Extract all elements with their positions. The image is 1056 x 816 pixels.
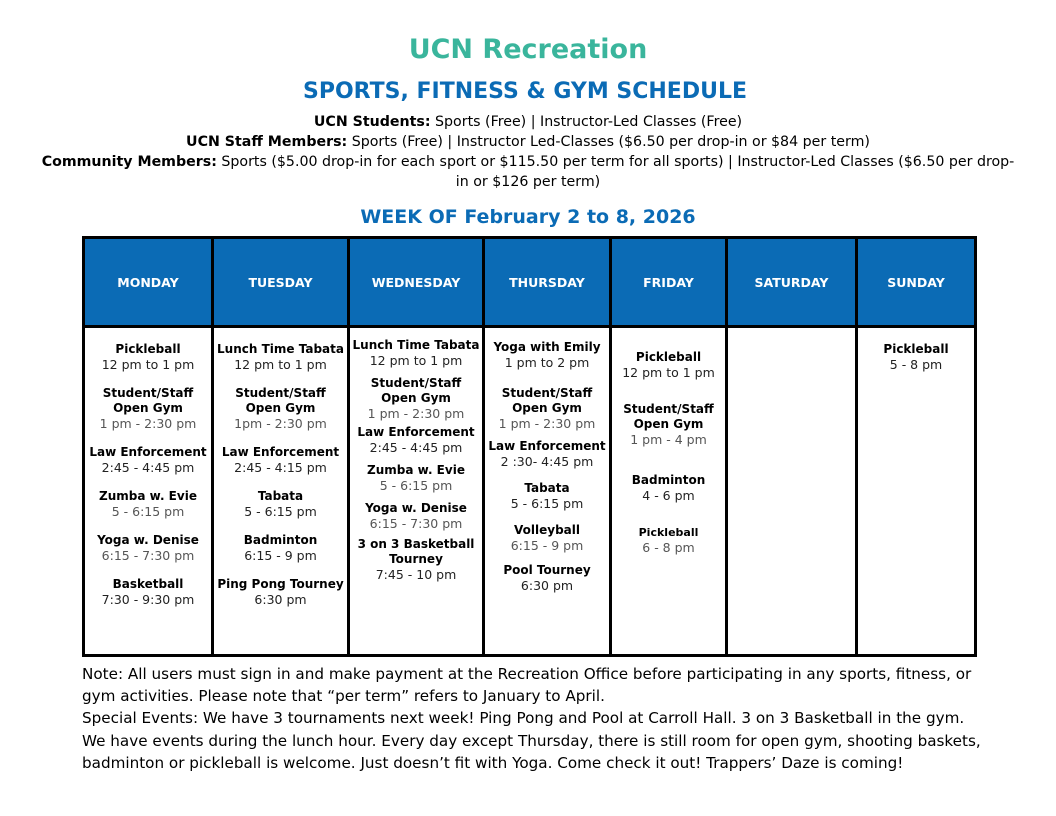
event: Zumba w. Evie 5 - 6:15 pm [367, 463, 465, 493]
event: Law Enforcement 2:45 - 4:45 pm [89, 445, 207, 475]
event: Pickleball 5 - 8 pm [883, 342, 949, 372]
event: Lunch Time Tabata 12 pm to 1 pm [352, 338, 480, 368]
note-payment: Note: All users must sign in and make payment at the Recreation Office before participating in any sports, fitness, or gym activities. Please note that “per term” refers to January to April. [82, 665, 972, 706]
schedule-row [84, 327, 976, 656]
event: Tabata 5 - 6:15 pm [244, 489, 317, 519]
day-cell-wednesday [349, 327, 484, 656]
event: Student/Staff Open Gym 1 pm - 2:30 pm [367, 376, 465, 421]
notes [82, 663, 982, 774]
schedule-subtitle: SPORTS, FITNESS & GYM SCHEDULE [302, 79, 748, 104]
day-header-thursday: THURSDAY [484, 238, 611, 327]
day-cell-friday [611, 327, 727, 656]
day-header-saturday: SATURDAY [727, 238, 857, 327]
day-header-sunday: SUNDAY [857, 238, 976, 327]
pricing-community: Community Members: Sports ($5.00 drop-in for each sport or $115.50 per term for all sports) | Instructor-Led Classes ($6.50 per drop-in or $126 per term) [41, 154, 1015, 190]
note-special-events: Special Events: We have 3 tournaments next week! Ping Pong and Pool at Carroll Hall. 3 on 3 Basketball in the gym. We have events during the lunch hour. Every day except Thursday, there is still room for open gym, shooting baskets, badminton or pickleball is welcome. Just doesn’t fit with Yoga. Come check it out! Trappers’ Daze is coming! [82, 709, 981, 772]
event: Student/Staff Open Gym 1 pm - 2:30 pm [99, 386, 197, 431]
event: Pickleball 12 pm to 1 pm [622, 350, 715, 380]
event: Ping Pong Tourney 6:30 pm [217, 577, 344, 607]
day-header-monday: MONDAY [84, 238, 213, 327]
event: Zumba w. Evie 5 - 6:15 pm [99, 489, 197, 519]
page-title: UCN Recreation [408, 34, 648, 65]
event: Yoga w. Denise 6:15 - 7:30 pm [97, 533, 199, 563]
event: Pickleball 12 pm to 1 pm [101, 342, 195, 372]
schedule-table [82, 236, 977, 657]
day-header-tuesday: TUESDAY [213, 238, 349, 327]
event: 3 on 3 Basketball Tourney 7:45 - 10 pm [357, 537, 475, 582]
event: Badminton 4 - 6 pm [631, 473, 706, 503]
pricing-students: UCN Students: Sports (Free) | Instructor-Led Classes (Free) [313, 114, 743, 130]
day-cell-thursday [484, 327, 611, 656]
pricing-staff: UCN Staff Members: Sports (Free) | Instructor Led-Classes ($6.50 per drop-in or $84 per term) [186, 134, 870, 150]
event: Pool Tourney 6:30 pm [503, 563, 591, 593]
event: Lunch Time Tabata 12 pm to 1 pm [217, 342, 344, 372]
day-header-friday: FRIDAY [611, 238, 727, 327]
day-cell-sunday [857, 327, 976, 656]
event: Law Enforcement 2:45 - 4:15 pm [221, 445, 340, 475]
week-heading: WEEK OF February 2 to 8, 2026 [360, 206, 696, 228]
event: Yoga w. Denise 6:15 - 7:30 pm [365, 501, 467, 531]
event: Yoga with Emily 1 pm to 2 pm [493, 340, 601, 370]
event: Pickleball 6 - 8 pm [638, 526, 699, 555]
event: Badminton 6:15 - 9 pm [243, 533, 318, 563]
event: Law Enforcement 2:45 - 4:45 pm [357, 425, 475, 455]
day-cell-tuesday [213, 327, 349, 656]
day-cell-monday [84, 327, 213, 656]
event: Tabata 5 - 6:15 pm [510, 481, 584, 511]
event: Student/Staff Open Gym 1 pm - 2:30 pm [498, 386, 596, 431]
day-cell-saturday [727, 327, 857, 656]
day-header-row [84, 238, 976, 327]
event: Volleyball 6:15 - 9 pm [510, 523, 584, 553]
event: Basketball 7:30 - 9:30 pm [101, 577, 195, 607]
event: Student/Staff Open Gym 1pm - 2:30 pm [234, 386, 327, 431]
pricing-info [40, 112, 1016, 192]
event: Student/Staff Open Gym 1 pm - 4 pm [623, 402, 714, 447]
event: Law Enforcement 2 :30- 4:45 pm [488, 439, 606, 469]
day-header-wednesday: WEDNESDAY [349, 238, 484, 327]
